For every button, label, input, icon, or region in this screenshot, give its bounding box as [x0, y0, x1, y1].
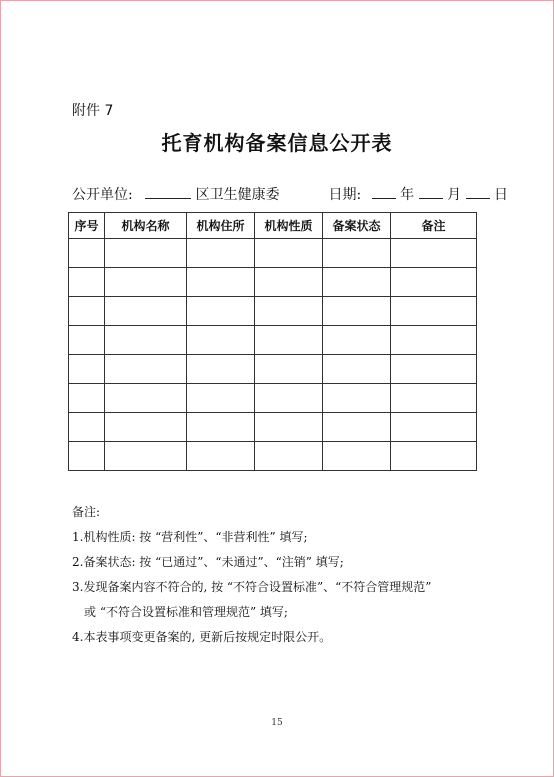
- month-label: 月: [447, 187, 462, 203]
- table-row: [69, 268, 477, 297]
- note-item: 4.本表事项变更备案的, 更新后按规定时限公开。: [72, 630, 332, 644]
- table-cell: [69, 413, 105, 442]
- table-cell: [105, 239, 187, 268]
- table-row: [69, 384, 477, 413]
- table-cell: [391, 268, 477, 297]
- table-cell: [255, 268, 323, 297]
- table-cell: [69, 326, 105, 355]
- note-item: 或 “不符合设置标准和管理规范” 填写;: [84, 605, 288, 619]
- year-blank: [372, 184, 396, 199]
- info-line: [72, 184, 508, 204]
- table-cell: [323, 355, 391, 384]
- table-cell: [323, 239, 391, 268]
- table-cell: [391, 442, 477, 471]
- table-cell: [255, 326, 323, 355]
- table-cell: [187, 268, 255, 297]
- table-cell: [69, 442, 105, 471]
- attachment-label: 附件 7: [72, 103, 114, 119]
- table-cell: [69, 268, 105, 297]
- table-cell: [255, 355, 323, 384]
- table-cell: [105, 442, 187, 471]
- table-cell: [105, 384, 187, 413]
- table-cell: [255, 413, 323, 442]
- table-cell: [255, 297, 323, 326]
- unit-label: 公开单位:: [72, 187, 133, 203]
- table-cell: [187, 384, 255, 413]
- table-cell: [323, 297, 391, 326]
- table-cell: [187, 413, 255, 442]
- table-cell: [69, 355, 105, 384]
- table-cell: [391, 355, 477, 384]
- table-cell: [69, 297, 105, 326]
- table-cell: [187, 297, 255, 326]
- table-cell: [323, 413, 391, 442]
- disclosure-table: [68, 212, 477, 471]
- header-serial: 序号: [69, 213, 105, 239]
- page-number: 15: [271, 718, 283, 728]
- table-cell: [323, 384, 391, 413]
- table-cell: [391, 384, 477, 413]
- table-row: [69, 413, 477, 442]
- table-body: [69, 239, 477, 471]
- page-title: 托育机构备案信息公开表: [161, 131, 393, 155]
- table-cell: [105, 413, 187, 442]
- month-blank: [419, 184, 443, 199]
- table-row: [69, 297, 477, 326]
- table-cell: [391, 413, 477, 442]
- header-nature: 机构性质: [255, 213, 323, 239]
- unit-blank: [145, 184, 191, 199]
- note-item: 3.发现备案内容不符合的, 按 “不符合设置标准”、“不符合管理规范”: [72, 580, 432, 594]
- table-row: [69, 442, 477, 471]
- header-remarks: 备注: [391, 213, 477, 239]
- table-cell: [255, 442, 323, 471]
- table-cell: [105, 268, 187, 297]
- notes-heading: 备注:: [72, 505, 101, 519]
- table-cell: [187, 442, 255, 471]
- header-status: 备案状态: [323, 213, 391, 239]
- table-cell: [105, 297, 187, 326]
- table-row: [69, 239, 477, 268]
- table-cell: [255, 384, 323, 413]
- table-cell: [69, 239, 105, 268]
- table-cell: [187, 239, 255, 268]
- table-cell: [391, 239, 477, 268]
- table-cell: [391, 326, 477, 355]
- day-blank: [466, 184, 490, 199]
- table-cell: [255, 239, 323, 268]
- table-cell: [391, 297, 477, 326]
- table-cell: [69, 384, 105, 413]
- table-cell: [323, 442, 391, 471]
- table-cell: [105, 355, 187, 384]
- header-address: 机构住所: [187, 213, 255, 239]
- notes-section: [72, 500, 502, 650]
- day-label: 日: [493, 187, 508, 203]
- table-cell: [187, 326, 255, 355]
- table-header-row: [69, 213, 477, 239]
- note-item: 2.备案状态: 按 “已通过”、“未通过”、“注销” 填写;: [72, 555, 344, 569]
- table-cell: [323, 268, 391, 297]
- header-name: 机构名称: [105, 213, 187, 239]
- note-item: 1.机构性质: 按 “营利性”、“非营利性” 填写;: [72, 530, 308, 544]
- table-cell: [187, 355, 255, 384]
- table-row: [69, 326, 477, 355]
- table-row: [69, 355, 477, 384]
- unit-suffix: 区卫生健康委: [195, 187, 280, 203]
- date-label: 日期:: [328, 187, 362, 203]
- table-cell: [323, 326, 391, 355]
- year-label: 年: [400, 187, 415, 203]
- table-cell: [105, 326, 187, 355]
